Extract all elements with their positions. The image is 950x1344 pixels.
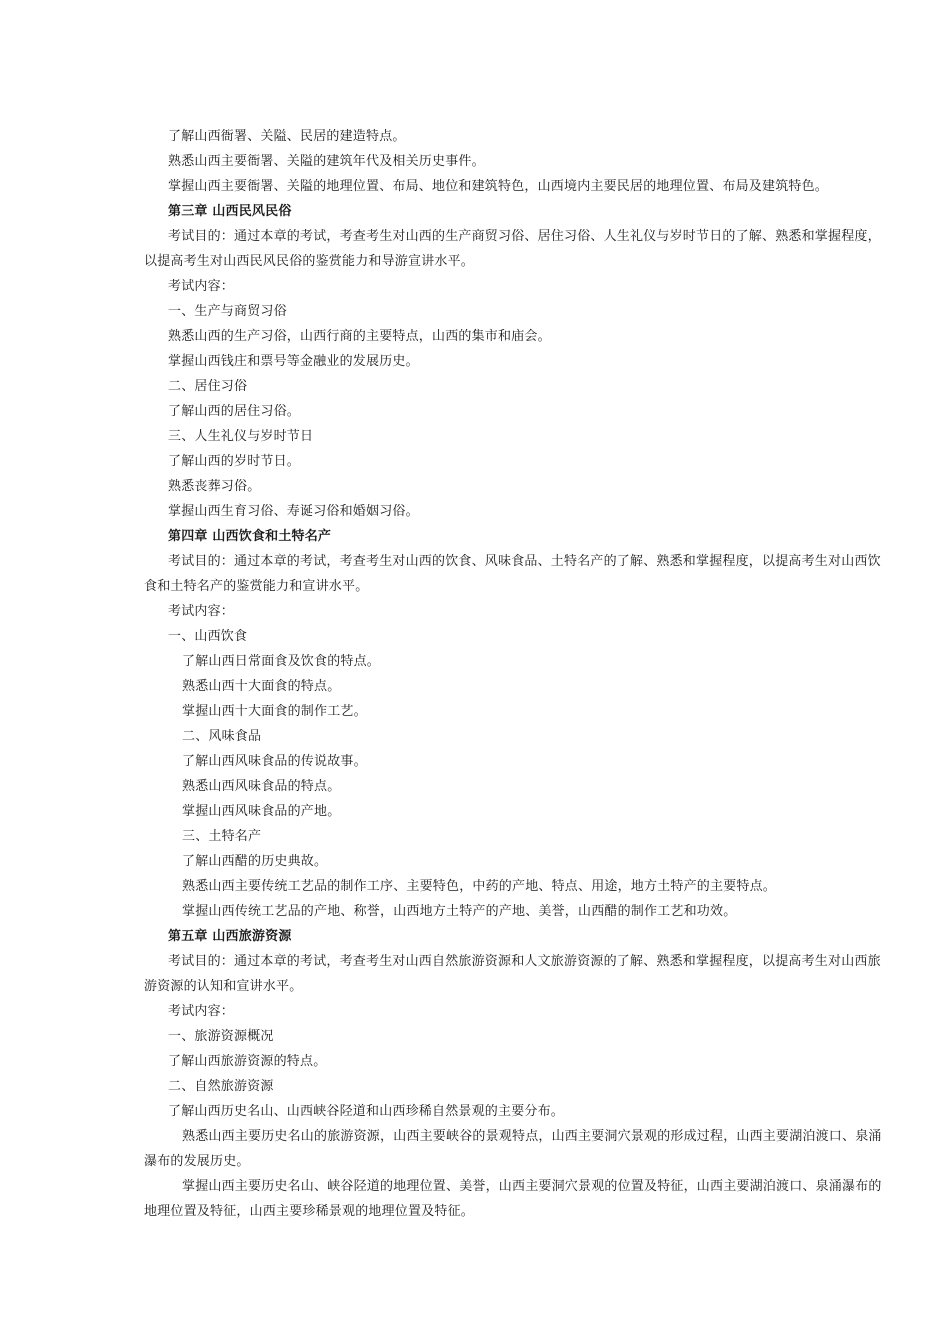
text-line: 掌握山西风味食品的产地。 <box>182 804 341 819</box>
text-line: 掌握山西主要衙署、关隘的地理位置、布局、地位和建筑特色，山西境内主要民居的地理位置、布局及建筑特色。 <box>168 179 829 194</box>
chapter-heading-5: 第五章 山西旅游资源 <box>168 929 292 944</box>
text-line: 了解山西的居住习俗。 <box>168 404 301 419</box>
exam-purpose-paragraph: 考试目的：通过本章的考试，考查考生对山西的生产商贸习俗、居住习俗、人生礼仪与岁时节日的了解、熟悉和掌握程度，以提高考生对山西民风民俗的鉴赏能力和导游宣讲水平。 <box>144 229 881 269</box>
section-heading: 一、旅游资源概况 <box>168 1029 274 1044</box>
section-heading: 三、土特名产 <box>182 829 262 844</box>
text-line: 考试内容： <box>168 1004 235 1019</box>
chapter-heading-3: 第三章 山西民风民俗 <box>168 204 292 219</box>
text-line: 了解山西风味食品的传说故事。 <box>182 754 367 769</box>
text-line: 熟悉山西十大面食的特点。 <box>182 679 341 694</box>
text-line: 熟悉丧葬习俗。 <box>168 479 261 494</box>
text-line: 熟悉山西主要传统工艺品的制作工序、主要特色，中药的产地、特点、用途，地方土特产的主要特点。 <box>182 879 777 894</box>
text-line: 掌握山西生育习俗、寿诞习俗和婚姻习俗。 <box>168 504 419 519</box>
chapter-heading-4: 第四章 山西饮食和土特名产 <box>168 529 332 544</box>
section-heading: 二、居住习俗 <box>168 379 248 394</box>
text-paragraph: 掌握山西主要历史名山、峡谷陉道的地理位置、美誉，山西主要洞穴景观的位置及特征，山西主要湖泊渡口、泉涌瀑布的地理位置及特征，山西主要珍稀景观的地理位置及特征。 <box>144 1179 882 1219</box>
text-line: 熟悉山西风味食品的特点。 <box>182 779 341 794</box>
section-heading: 一、山西饮食 <box>168 629 248 644</box>
text-line: 了解山西醋的历史典故。 <box>182 854 328 869</box>
text-line: 熟悉山西主要衙署、关隘的建筑年代及相关历史事件。 <box>168 154 485 169</box>
text-line: 了解山西衙署、关隘、民居的建造特点。 <box>168 129 406 144</box>
text-line: 了解山西历史名山、山西峡谷陉道和山西珍稀自然景观的主要分布。 <box>168 1104 565 1119</box>
exam-purpose-paragraph: 考试目的：通过本章的考试，考查考生对山西自然旅游资源和人文旅游资源的了解、熟悉和掌握程度，以提高考生对山西旅游资源的认知和宣讲水平。 <box>144 954 881 994</box>
text-line: 掌握山西钱庄和票号等金融业的发展历史。 <box>168 354 419 369</box>
text-line: 考试内容： <box>168 279 235 294</box>
section-heading: 二、自然旅游资源 <box>168 1079 274 1094</box>
section-heading: 二、风味食品 <box>182 729 262 744</box>
section-heading: 一、生产与商贸习俗 <box>168 304 287 319</box>
text-line: 掌握山西传统工艺品的产地、称誉，山西地方土特产的产地、美誉，山西醋的制作工艺和功效。 <box>182 904 737 919</box>
text-line: 了解山西旅游资源的特点。 <box>168 1054 327 1069</box>
text-paragraph: 熟悉山西主要历史名山的旅游资源，山西主要峡谷的景观特点，山西主要洞穴景观的形成过程，山西主要湖泊渡口、泉涌瀑布的发展历史。 <box>144 1129 882 1169</box>
text-line: 了解山西日常面食及饮食的特点。 <box>182 654 381 669</box>
exam-purpose-paragraph: 考试目的：通过本章的考试，考查考生对山西的饮食、风味食品、土特名产的了解、熟悉和掌握程度，以提高考生对山西饮食和土特名产的鉴赏能力和宣讲水平。 <box>144 554 881 594</box>
text-line: 了解山西的岁时节日。 <box>168 454 301 469</box>
text-line: 掌握山西十大面食的制作工艺。 <box>182 704 367 719</box>
text-line: 熟悉山西的生产习俗，山西行商的主要特点，山西的集市和庙会。 <box>168 329 551 344</box>
section-heading: 三、人生礼仪与岁时节日 <box>168 429 314 444</box>
text-line: 考试内容： <box>168 604 235 619</box>
